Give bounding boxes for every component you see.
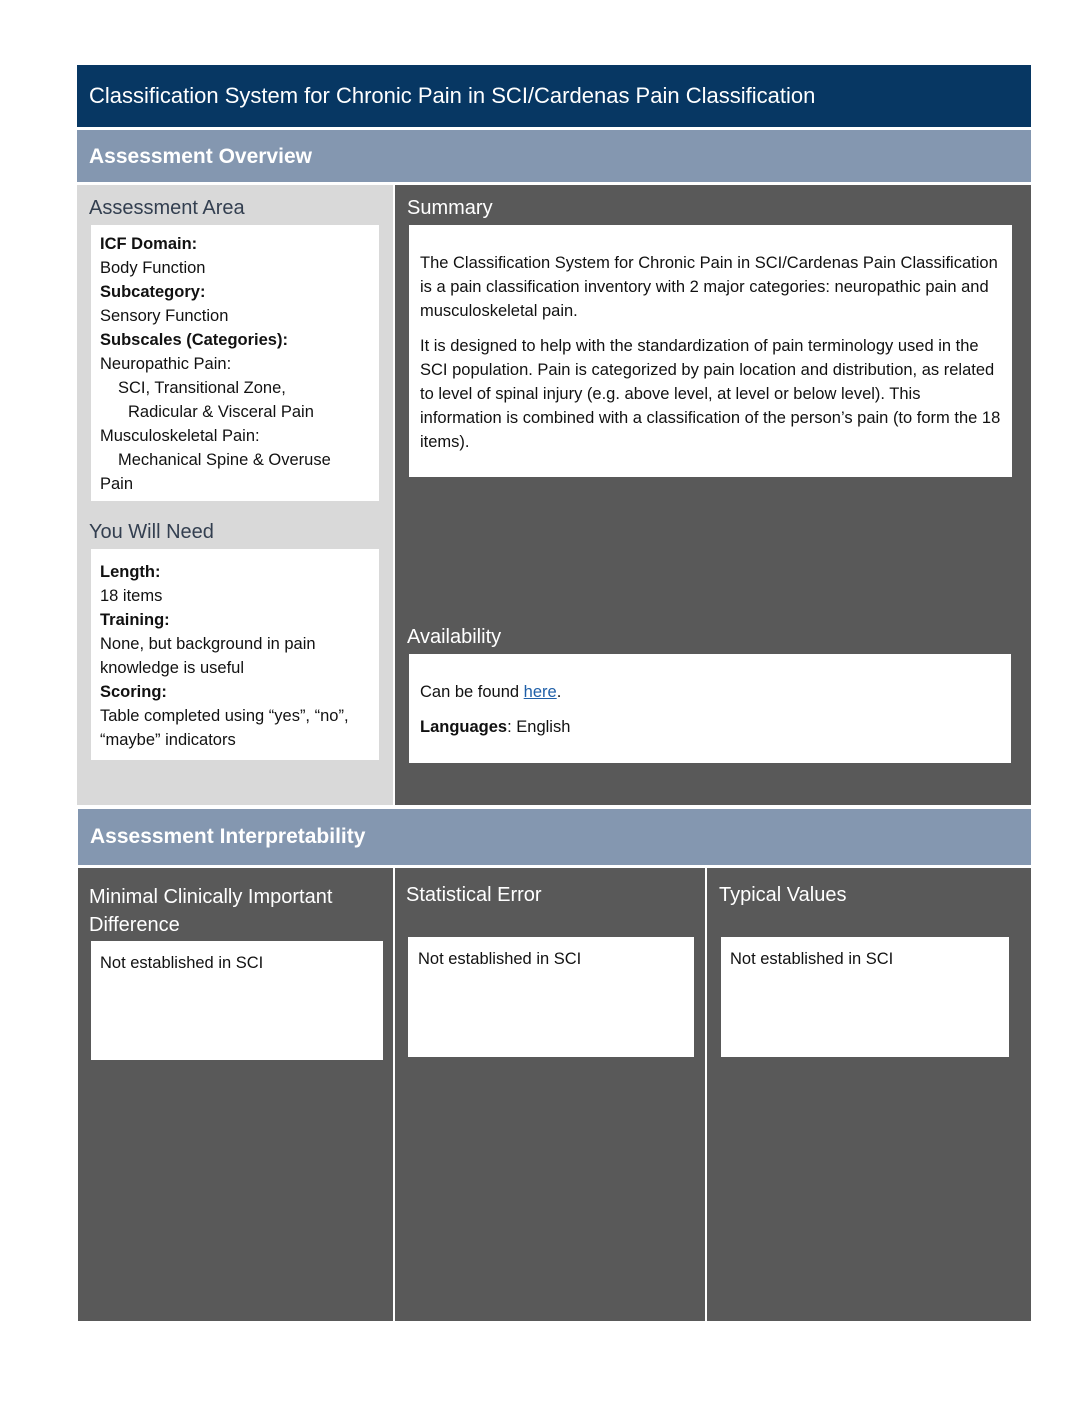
availability-heading: Availability <box>407 626 502 648</box>
availability-line <box>420 680 1000 704</box>
length-value: 18 items <box>100 587 163 605</box>
typical-values-heading: Typical Values <box>719 884 847 906</box>
assessment-area-heading: Assessment Area <box>89 197 245 219</box>
summary-heading: Summary <box>407 197 493 219</box>
training-label: Training: <box>100 611 170 629</box>
mcid-value: Not established in SCI <box>100 954 264 972</box>
neuropathic-pain-subscales-2: Radicular & Visceral Pain <box>128 403 314 421</box>
musculoskeletal-pain-subscales-2: Pain <box>100 475 134 493</box>
scoring-value: Table completed using “yes”, “no”, “maybe” indicators <box>100 707 349 749</box>
neuropathic-pain-subscales-1: SCI, Transitional Zone, <box>118 379 286 397</box>
neuropathic-pain-label: Neuropathic Pain: <box>100 355 232 373</box>
availability-prefix: Can be found <box>420 683 524 701</box>
typical-values-column <box>707 868 1031 1321</box>
summary-paragraph-2: It is designed to help with the standardization of pain terminology used in the SCI population. Pain is categorized by pain location and distribution, as related to level of spinal injury (e.g. above level, at level or below level). This information is combined with a classification of the person’s pain (to form the 18 items). <box>420 337 1001 451</box>
availability-box <box>409 654 1011 763</box>
languages-label: Languages <box>420 718 508 736</box>
assessment-interpretability-header: Assessment Interpretability <box>78 809 1031 865</box>
subcategory-value: Sensory Function <box>100 307 229 325</box>
languages-line <box>420 715 1000 739</box>
assessment-overview-header: Assessment Overview <box>77 130 1031 182</box>
musculoskeletal-pain-subscales-1: Mechanical Spine & Overuse <box>118 451 331 469</box>
mcid-heading: Minimal Clinically Important Difference <box>89 886 333 936</box>
availability-suffix: . <box>556 683 562 701</box>
training-value: None, but background in pain knowledge is useful <box>100 635 316 677</box>
summary-box <box>409 225 1012 477</box>
page-title: Classification System for Chronic Pain in SCI/Cardenas Pain Classification <box>77 65 1031 127</box>
summary-paragraph-1: The Classification System for Chronic Pain in SCI/Cardenas Pain Classification is a pain classification inventory with 2 major categories: neuropathic pain and musculoskeletal pain. <box>420 254 998 320</box>
typical-values-value: Not established in SCI <box>730 950 894 968</box>
statistical-error-box <box>408 937 694 1057</box>
you-will-need-heading: You Will Need <box>89 521 214 543</box>
statistical-error-value: Not established in SCI <box>418 950 582 968</box>
mcid-box <box>91 941 383 1060</box>
scoring-label: Scoring: <box>100 683 167 701</box>
typical-values-box <box>721 937 1009 1057</box>
icf-domain-label: ICF Domain: <box>100 235 198 253</box>
statistical-error-heading: Statistical Error <box>406 884 542 906</box>
subcategory-label: Subcategory: <box>100 283 206 301</box>
musculoskeletal-pain-label: Musculoskeletal Pain: <box>100 427 260 445</box>
here-link[interactable]: here <box>523 683 557 701</box>
icf-domain-value: Body Function <box>100 259 206 277</box>
languages-value: : English <box>507 718 571 736</box>
you-will-need-box <box>91 549 379 760</box>
subscales-label: Subscales (Categories): <box>100 331 288 349</box>
length-label: Length: <box>100 563 161 581</box>
statistical-error-column <box>395 868 705 1321</box>
assessment-area-box <box>91 225 379 501</box>
